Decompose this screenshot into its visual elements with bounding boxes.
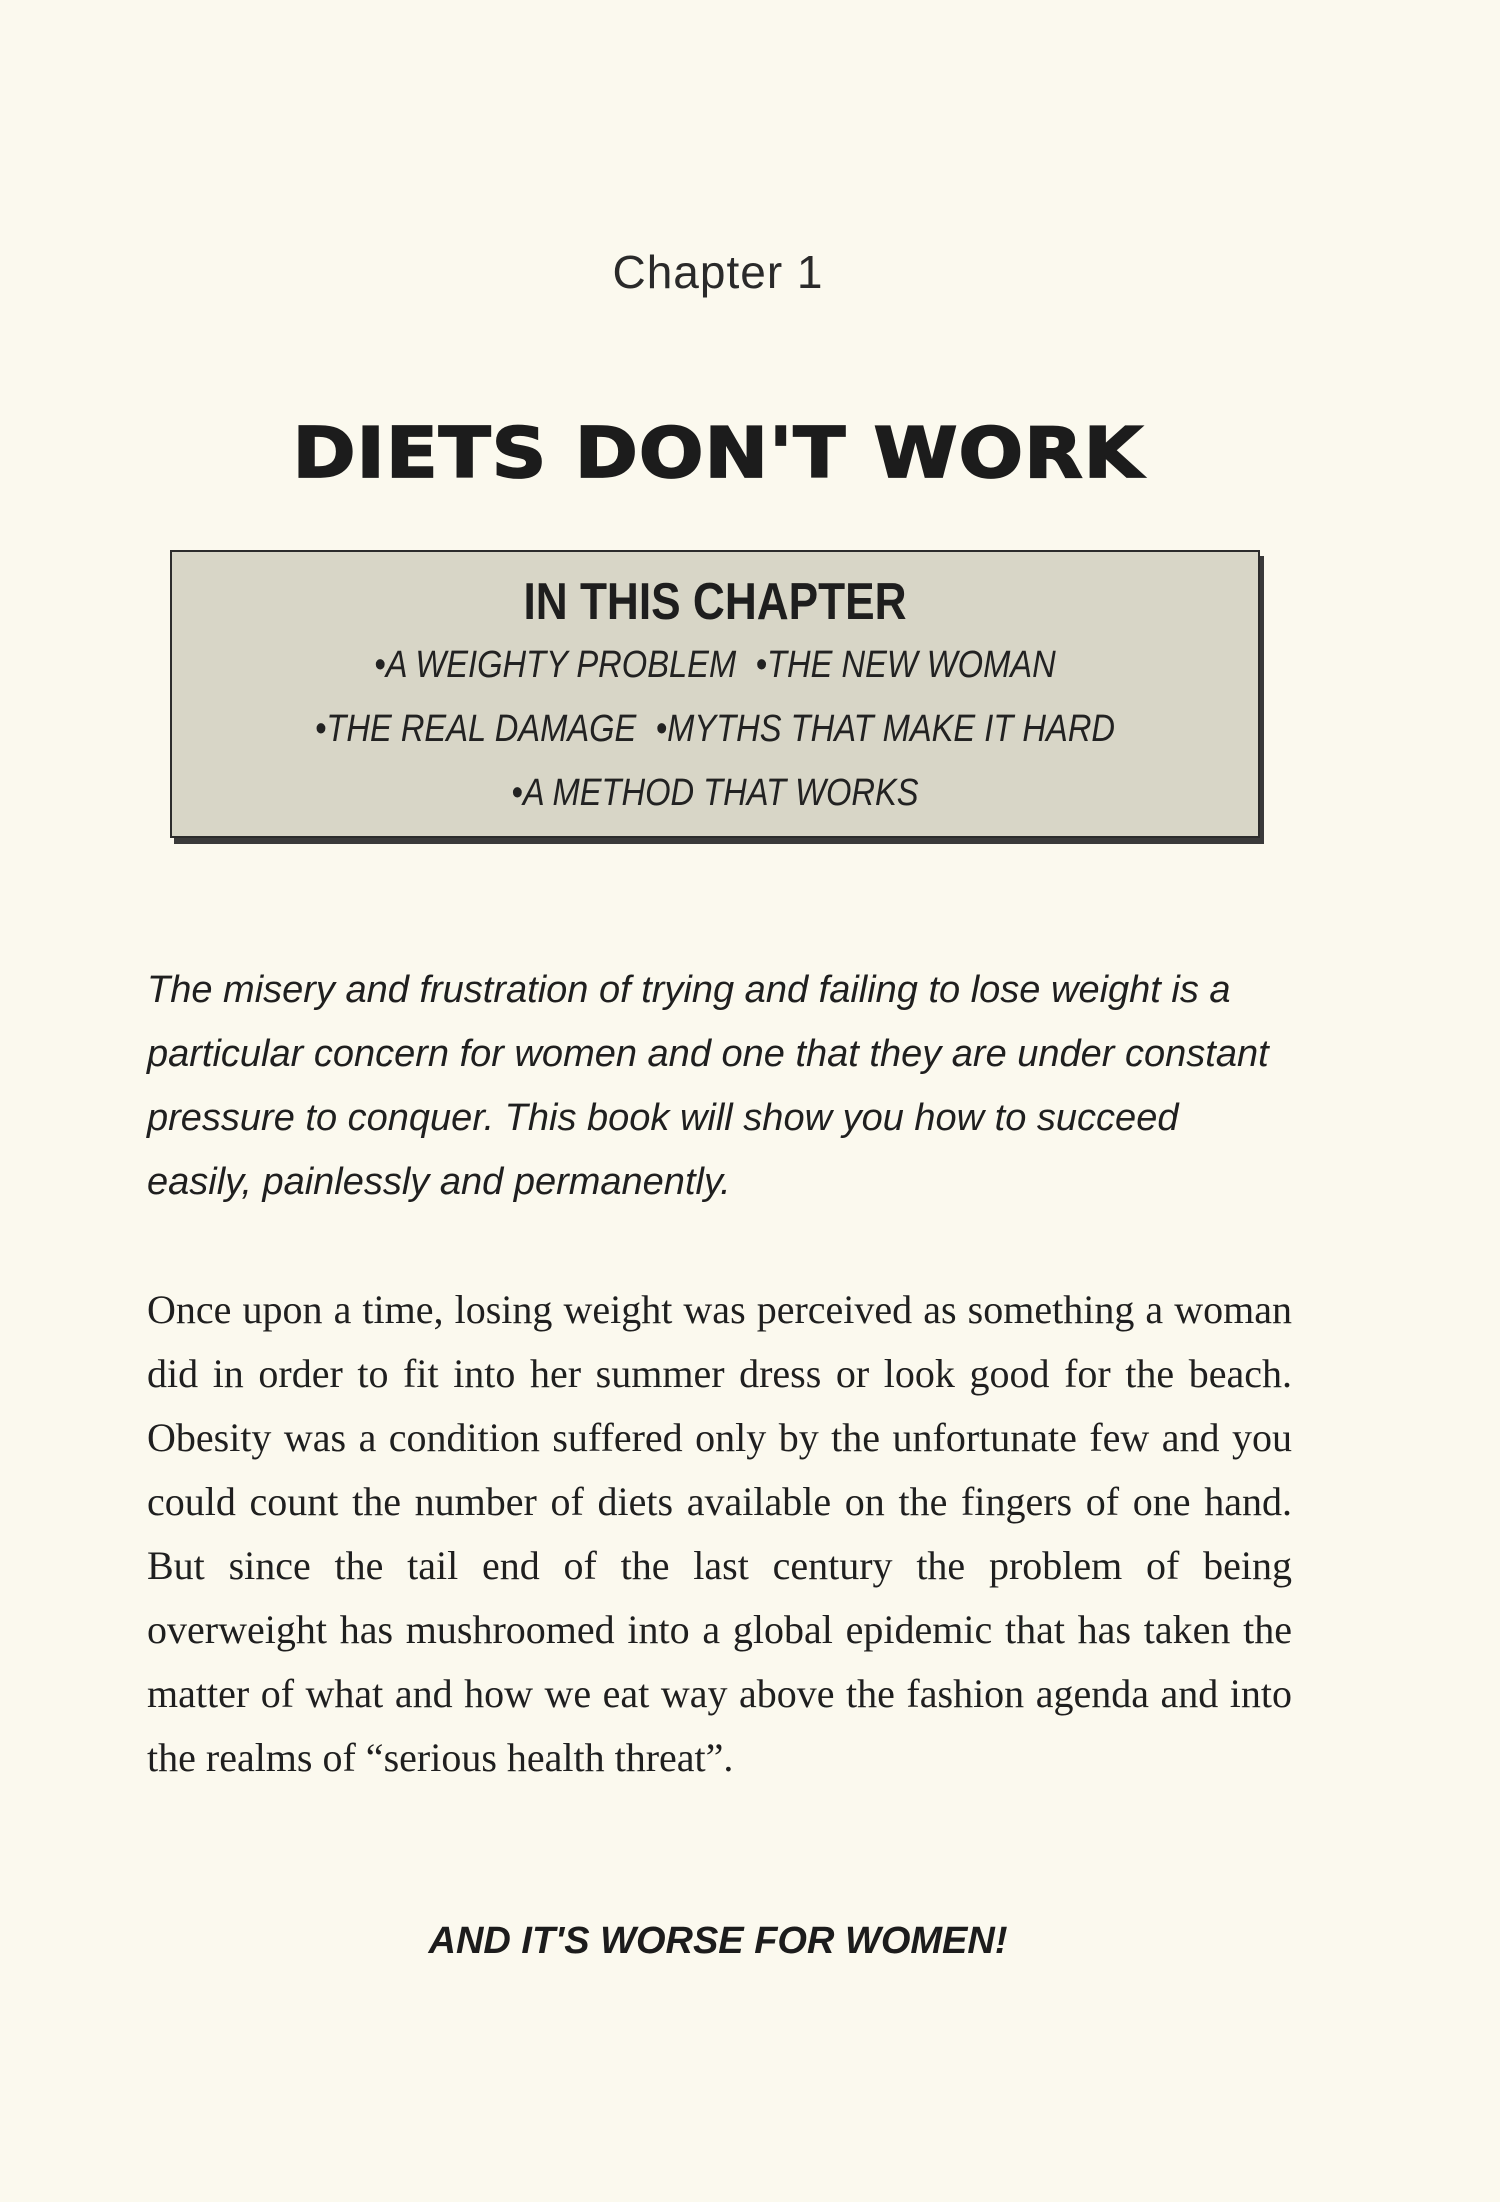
intro-paragraph: The misery and frustration of trying and failing to lose weight is a particular concern for women and one that they are under constant pressure to conquer. This book will show you how to succeed easily, painlessly and permanently. — [147, 969, 1269, 1203]
chapter-title: DIETS DON'T WORK — [292, 411, 1144, 494]
contents-line — [248, 708, 1182, 751]
contents-item: •THE REAL DAMAGE — [314, 708, 637, 750]
contents-item: •A WEIGHTY PROBLEM — [374, 644, 737, 686]
chapter-number: Chapter 1 — [612, 246, 824, 298]
contents-item: •THE NEW WOMAN — [755, 644, 1056, 686]
contents-item: •MYTHS THAT MAKE IT HARD — [655, 708, 1116, 750]
chapter-contents-box — [170, 550, 1260, 838]
section-subheading: AND IT'S WORSE FOR WOMEN! — [428, 1920, 1008, 1962]
contents-line — [248, 644, 1182, 687]
contents-item: •A METHOD THAT WORKS — [511, 772, 919, 814]
contents-heading: IN THIS CHAPTER — [523, 573, 907, 631]
body-paragraph: Once upon a time, losing weight was perceived as something a woman did in order to fit into her summer dress or look good for the beach. Obesity was a condition suffered only by the unfortunate few and you could count the number of diets available on the fingers of one hand. But since the tail end of the last century the problem of being overweight has mushroomed into a global epidemic that has taken the matter of what and how we eat way above the fashion agenda and into the realms of “serious health threat”. — [147, 1287, 1292, 1780]
contents-line — [248, 772, 1182, 815]
